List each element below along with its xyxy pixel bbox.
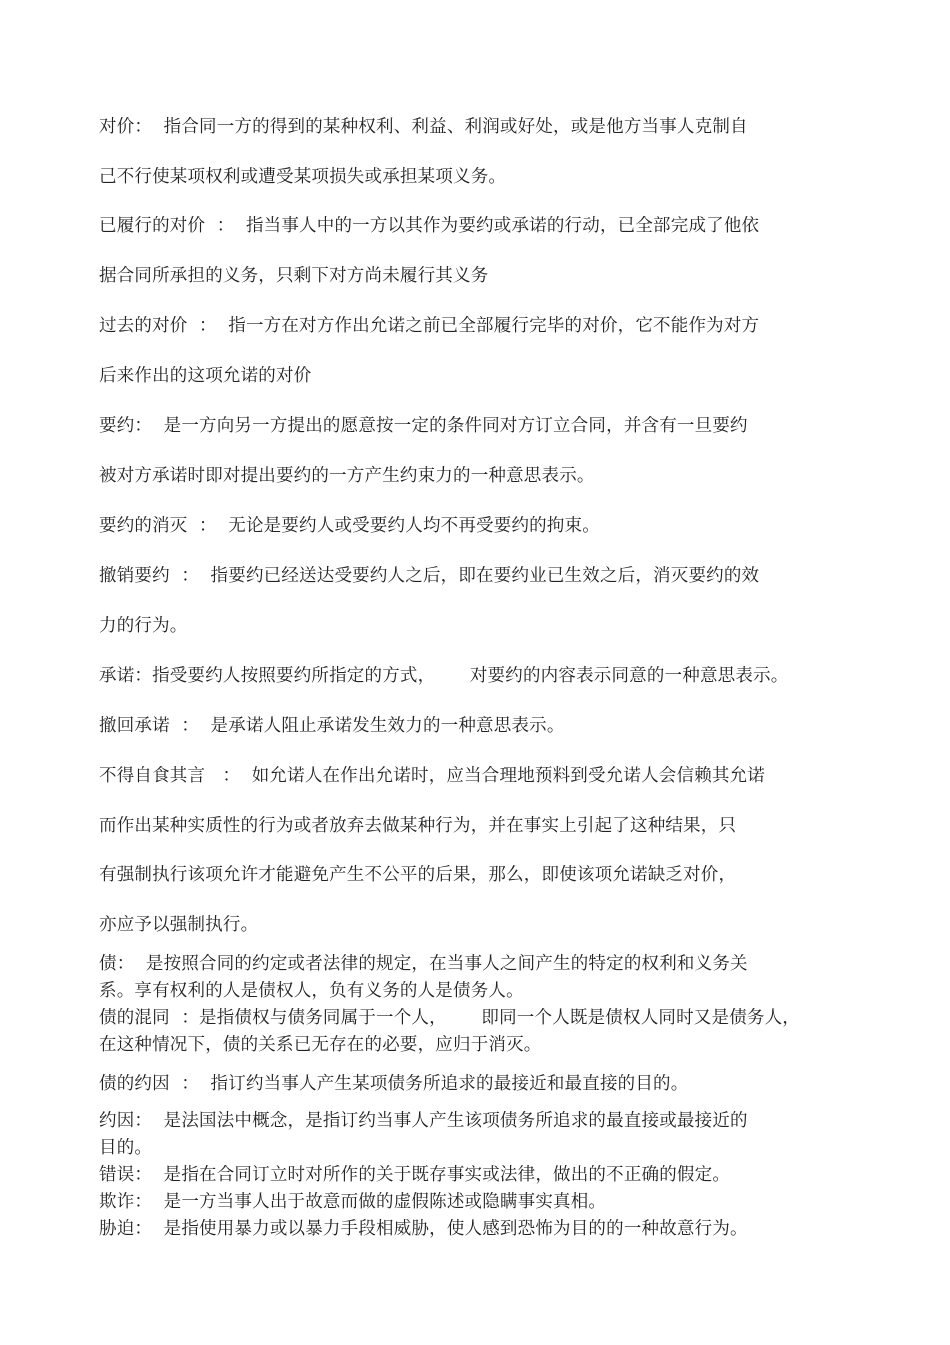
text-line: 债： 是按照合同的约定或者法律的规定，在当事人之间产生的特定的权利和义务关 — [99, 954, 748, 974]
text-line: 债的混同 ：是指债权与债务同属于一个人， 即同一个人既是债权人同时又是债务人， — [99, 1008, 800, 1028]
text-line: 对价： 指合同一方的得到的某种权利、利益、利润或好处，或是他方当事人克制自 — [99, 117, 748, 137]
text-line: 承诺：指受要约人按照要约所指定的方式， 对要约的内容表示同意的一种意思表示。 — [99, 666, 789, 686]
text-line: 约因： 是法国法中概念，是指订约当事人产生该项债务所追求的最直接或最接近的 — [99, 1111, 748, 1131]
text-line: 在这种情况下，债的关系已无存在的必要，应归于消灭。 — [99, 1035, 542, 1055]
text-line: 要约的消灭 ： 无论是要约人或受要约人均不再受要约的拘束。 — [99, 516, 600, 536]
text-line: 胁迫： 是指使用暴力或以暴力手段相威胁，使人感到恐怖为目的的一种故意行为。 — [99, 1219, 748, 1239]
text-line: 被对方承诺时即对提出要约的一方产生约束力的一种意思表示。 — [99, 466, 595, 486]
text-line: 后来作出的这项允诺的对价 — [99, 366, 312, 386]
text-line: 力的行为。 — [99, 616, 188, 636]
text-line: 错误： 是指在合同订立时对所作的关于既存事实或法律，做出的不正确的假定。 — [99, 1165, 731, 1185]
text-line: 亦应予以强制执行。 — [99, 915, 259, 935]
text-line: 系。享有权利的人是债权人，负有义务的人是债务人。 — [99, 981, 524, 1001]
text-line: 而作出某种实质性的行为或者放弃去做某种行为，并在事实上引起了这种结果，只 — [99, 816, 737, 836]
text-line: 据合同所承担的义务，只剩下对方尚未履行其义务 — [99, 266, 489, 286]
text-line: 不得自食其言 ： 如允诺人在作出允诺时，应当合理地预料到受允诺人会信赖其允诺 — [99, 766, 766, 786]
text-line: 目的。 — [99, 1138, 153, 1158]
text-line: 撤回承诺 ： 是承诺人阻止承诺发生效力的一种意思表示。 — [99, 716, 565, 736]
text-line: 己不行使某项权利或遭受某项损失或承担某项义务。 — [99, 167, 507, 187]
text-line: 债的约因 ： 指订约当事人产生某项债务所追求的最接近和最直接的目的。 — [99, 1074, 689, 1094]
text-line: 要约： 是一方向另一方提出的愿意按一定的条件同对方订立合同，并含有一旦要约 — [99, 416, 748, 436]
text-line: 已履行的对价 ： 指当事人中的一方以其作为要约或承诺的行动，已全部完成了他依 — [99, 216, 760, 236]
text-line: 有强制执行该项允许才能避免产生不公平的后果，那么，即使该项允诺缺乏对价， — [99, 865, 737, 885]
text-line: 过去的对价 ： 指一方在对方作出允诺之前已全部履行完毕的对价，它不能作为对方 — [99, 316, 760, 336]
text-line: 撤销要约 ： 指要约已经送达受要约人之后，即在要约业已生效之后，消灭要约的效 — [99, 566, 760, 586]
text-line: 欺诈： 是一方当事人出于故意而做的虚假陈述或隐瞒事实真相。 — [99, 1192, 607, 1212]
